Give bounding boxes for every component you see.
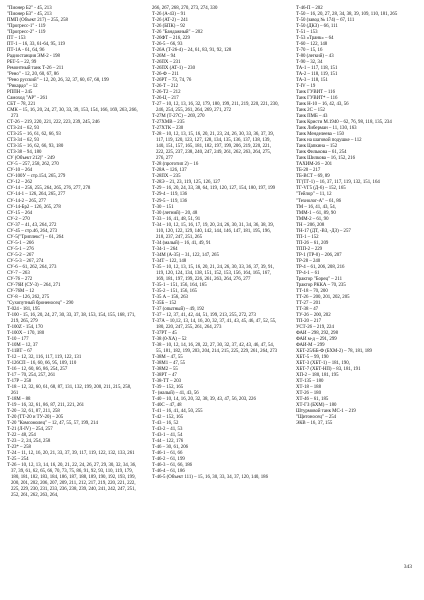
index-entry: Т-34 (малый) – 16, 41, 49, 91 bbox=[152, 240, 211, 246]
index-entry: Танк на шаговой подушке – 112 bbox=[296, 138, 362, 144]
index-entry: Т-26-Т – 212 bbox=[152, 84, 179, 90]
index-entry: Т-26РТ – 73, 74, 76 bbox=[152, 78, 192, 84]
index-entry: СУ-76И (СУ-3) – 264, 271 bbox=[7, 282, 61, 288]
index-column-3 bbox=[296, 6, 420, 427]
index-entry: ХТ-18 – 188 bbox=[296, 384, 322, 390]
index-entry: Т-26-5 – 66, 93 bbox=[152, 42, 183, 48]
index-entry: Танк Н-10 – 16, 42, 43, 56 bbox=[296, 102, 349, 108]
index-entry: Т-37 (опытный) – 49, 192 bbox=[152, 306, 205, 312]
index-entry: ТБ-ВСТ – 69, 89 bbox=[296, 174, 330, 180]
index-entry: РБТ-5 – 22, 99 bbox=[7, 60, 37, 66]
index-entry: Т-11ВТ – 67 bbox=[7, 348, 33, 354]
index-entry: СУ-76 – 272 bbox=[7, 276, 33, 282]
index-entry: "Рено русский" – 12, 20, 26, 32, 37, 60, 67, 68, 199 bbox=[7, 78, 109, 84]
index-entry: Т-29-4 – 119, 136 bbox=[152, 192, 188, 198]
index-entry: ТБ-20 – 217 bbox=[296, 168, 321, 174]
index-entry: Штурмовой танк МС-1 – 219 bbox=[296, 409, 356, 415]
index-entry: ХТ-46 – 61, 185 bbox=[296, 397, 329, 403]
index-entry: ТР-1 (ТР-0) – 206, 207 bbox=[296, 252, 342, 258]
index-entry: Т-38М2 – 55 bbox=[152, 366, 178, 372]
index-entry: ТН-17 (ДТ, -ВЗ, -ДЗ) – 257 bbox=[296, 228, 351, 234]
index-entry: Т-100Х – 170, 180 bbox=[7, 330, 45, 336]
index-entry: УСТ-26 – 219, 224 bbox=[296, 324, 334, 330]
index-entry: Т-20 "Комсомолец" – 12, 47, 55, 57, 199, 214 bbox=[7, 421, 98, 427]
index-entry: ТА-3 – 118, 151 bbox=[296, 78, 328, 84]
index-entry: "Прогресс-2" - 119 bbox=[7, 30, 46, 36]
index-entry: "Сухопутный броненосец" - 290 bbox=[7, 300, 74, 306]
index-entry: ТП-1 – 152 bbox=[296, 234, 319, 240]
index-entry: ТА-2 – 118, 119, 151 bbox=[296, 72, 338, 78]
index-entry: Т-38М1 – 47, 55 bbox=[152, 360, 186, 366]
index-entry: Т-17 – 70, 254, 257, 261 bbox=[7, 372, 56, 378]
index-entry: Т-28 (прототип 2) – 16 bbox=[152, 162, 199, 168]
index-entry: ТММ-1 – 61, 89, 90 bbox=[296, 210, 336, 216]
index-entry: ТГ(ТГ-1) – 16, 37, 117, 119, 132, 151, 164 bbox=[296, 180, 380, 186]
index-entry: Т-53 «Транк» – 64 bbox=[296, 36, 334, 42]
index-entry: ХБТ-5 – 99, 190 bbox=[296, 354, 329, 360]
index-entry: Т-42 – 152, 165 bbox=[152, 415, 184, 421]
index-entry: Танк Кристи М.1940 – 62, 76, 98, 118, 135, 234 bbox=[296, 120, 392, 126]
index-entry: Танк Филькова – 61, 254 bbox=[296, 150, 347, 156]
index-entry: СУ-14 – 256, 255, 264, 265, 276, 277, 278 bbox=[7, 186, 91, 192]
index-entry: Т-17Р – 258 bbox=[7, 378, 32, 384]
index-entry: Т-100Z - 154, 170 bbox=[7, 324, 43, 330]
index-entry: СУ-8 – 126, 262, 275 bbox=[7, 294, 50, 300]
index-entry: Т-90 – 32, 34 bbox=[296, 60, 323, 66]
index-entry: Танк Либерман – 11, 130, 163 bbox=[296, 126, 357, 132]
index-entry: Т-18 – 12, 32, 60, 61, 68, 87, 131, 132, 199, 200, 211, 215, 258, 261 bbox=[7, 384, 133, 396]
index-entry: Т-21 (Л-IV) – 254, 257 bbox=[7, 427, 53, 433]
index-entry: Т-37 – 12, 37, 41, 42, 44, 51, 199, 213, 255, 272, 273 bbox=[152, 312, 256, 318]
index-entry: ПТ-1 – 16, 33, 61-64, 95, 119 bbox=[7, 42, 65, 48]
index-entry: Радиостанция ЭМ-2 - 198 bbox=[7, 54, 60, 60]
index-entry: ХБТ-7 (ХБТ-НП) – 83, 181, 191 bbox=[296, 366, 361, 372]
index-entry: Т-IV – 19 bbox=[296, 84, 316, 90]
index-entry: ТР-4 – 61, 206, 208, 216 bbox=[296, 264, 345, 270]
index-entry: СУ-5-2 – 267 bbox=[7, 252, 34, 258]
index-entry: ХБТ-3 (ХБТ-1) – 181, 190, bbox=[296, 360, 350, 366]
index-entry: ТАХИМ-26 – 201 bbox=[296, 162, 333, 168]
index-entry: Танк Цапкина – 152 bbox=[296, 144, 338, 150]
index-entry: ТМ – 16, 41, 43, 54, bbox=[296, 204, 336, 210]
index-entry: СТЗ-38 – 94, 180 bbox=[7, 150, 42, 156]
index-entry: Т-50 (ДКЗ) – 66, 111 bbox=[296, 24, 338, 30]
index-entry: Т-29 – 16, 20, 24, 33, 38, 64, 119, 120, 127, 154, 180, 197, 199 bbox=[152, 186, 276, 192]
index-entry: ТММ-2 – 61, 90 bbox=[296, 216, 329, 222]
index-entry: Т-43 – 16, 52 bbox=[152, 421, 179, 427]
index-entry: Т-38М – 47, 55 bbox=[152, 354, 183, 360]
index-entry: ФАИ-М – 299 bbox=[296, 342, 325, 348]
index-entry: СТЗ-35 – 16, 62, 66, 93, 180 bbox=[7, 144, 64, 150]
index-entry: СБТ – 78, 221 bbox=[7, 102, 36, 108]
index-entry: Т-38-ТТ – 203 bbox=[152, 378, 182, 384]
index-entry: Танк ПМБ – 43 bbox=[296, 114, 328, 120]
index-entry: ТТ-18 – 70, 200 bbox=[296, 288, 328, 294]
index-entry: ТН – 206, 208 bbox=[296, 222, 325, 228]
index-entry: Т-26-Т2 – 212 bbox=[152, 90, 181, 96]
index-entry: СУ-5-1 – 266 bbox=[7, 240, 34, 246]
index-entry: Танк Менделеева – 150 bbox=[296, 132, 344, 138]
index-entry: Танк Шилкова – 16, 152, 216 bbox=[296, 156, 356, 162]
index-entry: Т-27 – 10, 12, 13, 16, 32, 179, 180, 199, 211, 219, 220, 221, 230, 246, 254, 255, 261, 264, 269, 271, 272 bbox=[152, 102, 280, 114]
index-entry: СУ-14-2 – 265, 277 bbox=[7, 198, 46, 204]
index-entry: Т-46-П – 202 bbox=[296, 6, 323, 11]
index-entry: Т-34-1 – 264 bbox=[152, 246, 178, 252]
index-entry: ПМП (Объект 217) – 255, 258 bbox=[7, 18, 68, 24]
index-entry: ХТ-26 – 180 bbox=[296, 391, 322, 396]
index-entry: СУ-14-1 – 126, 264, 265, 277 bbox=[7, 192, 66, 198]
index-entry: Т-27М (Т-27С) – 269, 270 bbox=[152, 114, 205, 120]
index-entry: Т-126СП – 16, 60, 66, 95, 109, 110 bbox=[7, 360, 77, 366]
index-entry: Т-60 – 122, 148 bbox=[296, 42, 328, 48]
index-entry: Т-46-3 – 61, 66, 186 bbox=[152, 463, 193, 469]
index-entry: ТУ-26 – 200, 202 bbox=[296, 312, 331, 318]
index-entry: Т-46 – 30, 61, 206 bbox=[152, 445, 189, 451]
index-entry: Т-30 (летний) – 20, 48 bbox=[152, 210, 198, 216]
index-entry: ТП-20 – 217 bbox=[296, 318, 322, 324]
index-entry: "Прогресс-1" - 119 bbox=[7, 24, 46, 30]
index-entry: СУ-5-1 – 276 bbox=[7, 246, 34, 252]
index-entry: ТПП-2 – 229 bbox=[296, 246, 323, 252]
index-entry: ПТ-1А - 61, 64, 96 bbox=[7, 48, 45, 54]
index-entry: Ремонтный танк Т-26 – 211 bbox=[7, 66, 64, 72]
index-entry: СУ-5 – 257, 258, 262, 270 bbox=[7, 162, 59, 168]
index-entry: Т-70 – 15, 16 bbox=[296, 48, 323, 54]
index-entry: Т-46-2 – 61, 199 bbox=[152, 457, 185, 463]
index-entry: "Пионер Б3" - 45, 213 bbox=[7, 12, 52, 18]
index-entry: Т-20 – 32, 61, 87, 211, 258 bbox=[7, 409, 60, 415]
index-entry: Т-43-1 – 41, 54 bbox=[152, 433, 183, 439]
index-entry: ЭКВ – 16, 37, 155 bbox=[296, 421, 333, 427]
index-entry: СУ-2 – 270 bbox=[7, 216, 30, 222]
index-entry: Самоход "АР" - 261 bbox=[7, 96, 48, 102]
index-entry: Т-34М (А-35) – 31, 122, 147, 265 bbox=[152, 252, 219, 258]
index-entry: Танк ГУВИТ* – 116 bbox=[296, 96, 338, 102]
index-entry: Т-26ФТ – 216, 229 bbox=[152, 36, 190, 42]
index-entry: ТП-26 – 61, 209 bbox=[296, 240, 329, 246]
index-entry: СУ-5-3 – 267, 274 bbox=[7, 258, 44, 264]
index-entry: ХБТ-25/ББ-Ф (БХМ-2) – 78, 181, 189 bbox=[296, 348, 372, 354]
index-entry: "Рено" - 12, 20, 60, 67, 86 bbox=[7, 72, 59, 78]
index-entry: "Рикардо" – 12 bbox=[7, 84, 38, 90]
index-entry: Т-28ПХ – 235 bbox=[152, 174, 181, 180]
index-entry: Т-26-Ц – 217 bbox=[152, 96, 179, 102]
index-entry: Т-37А – 10,12, 13, 14, 16, 20, 32, 37, 41, 43, 45, 46, 47, 52, 55, 180, 220, 247, 255, 261, 264, 273 bbox=[152, 318, 278, 330]
index-entry: Танк ГУВИТ – 116 bbox=[296, 90, 335, 96]
index-entry: Т-26 (А-43) – 91 bbox=[152, 12, 186, 18]
index-entry: СУ-14-Бр2 – 126, 265, 278 bbox=[7, 204, 61, 210]
page-number: 343 bbox=[403, 564, 412, 570]
index-entry: Т-30 – 151 bbox=[152, 204, 174, 210]
index-entry: Т-26ПХ – 231 bbox=[152, 60, 181, 66]
index-entry: Т-20 (ТТ-20 и ТУ-20) – 205 bbox=[7, 415, 64, 421]
index-entry: Т-50 (завод № 174) – 67, 111 bbox=[296, 18, 355, 24]
index-entry: Т-28Э – 21, 23, 119, 125, 126, 127 bbox=[152, 180, 221, 186]
index-entry: Т-23 – 2, 24, 254, 258 bbox=[7, 439, 51, 445]
index-entry: Т-38 (0-ХА) – 52 bbox=[152, 336, 187, 342]
index-entry: "Щитоносец" – 254 bbox=[296, 415, 337, 421]
index-entry: Т-35-2 – 151, 156, 165 bbox=[152, 288, 197, 294]
index-entry: ТТ-26 – 200, 201, 202, 205 bbox=[296, 294, 350, 300]
index-entry: Т-40С – 47, 48 bbox=[152, 403, 182, 409]
index-entry: СУ-15 – 264 bbox=[7, 210, 33, 216]
index-entry: Т-19 – 16, 32, 61, 86, 87, 211, 221, 261 bbox=[7, 403, 85, 409]
index-entry: ТТ-38 – 47 bbox=[296, 306, 319, 312]
index-entry: СУ-100У – стр.154, 265, 279 bbox=[7, 174, 66, 180]
index-entry: Т-26ПХ (АТ-1) – 230 bbox=[152, 66, 196, 72]
index-entry: Т-26-Ф – 211 bbox=[152, 72, 179, 78]
index-entry: Танк 2С – 152 bbox=[296, 108, 325, 114]
index-entry: Т-28А – 126, 137 bbox=[152, 168, 187, 174]
index-entry: Т-25 – 254 bbox=[7, 457, 29, 463]
index-entry: ХТ-ГЗ (БХМ) – 180 bbox=[296, 403, 337, 409]
index-entry: ТР-4-1 – 61 bbox=[296, 270, 320, 276]
index-entry: Т-29-5 – 119, 136 bbox=[152, 198, 188, 204]
index-entry: СТ-26 – 219, 220, 221, 222, 223, 239, 245, 246 bbox=[7, 120, 100, 126]
index-entry: СУ-76М – 12 bbox=[7, 288, 35, 294]
index-entry: Трактор "Борец" – 211 bbox=[296, 276, 342, 282]
index-entry: Т-46-1 – 61, 66 bbox=[152, 451, 183, 457]
index-entry: "Технолог-А" – 61, 86 bbox=[296, 198, 342, 204]
index-entry: ТГ-VГ5 (Д-6) – 152, 165 bbox=[296, 186, 346, 192]
index-entry: Т-10 – 177 bbox=[7, 336, 29, 342]
index-entry: Т-46-4 – 61, 186 bbox=[152, 469, 185, 475]
index-entry: Т-26 (АТ-2) – 241 bbox=[152, 18, 189, 24]
index-entry: Т-34Т – 122, 148 bbox=[152, 258, 187, 264]
index-entry: Т-41 – 16, 41, 44, 50, 255 bbox=[152, 409, 203, 415]
index-entry: Т-35 – 10, 12, 13, 15, 16, 20, 21, 24, 26, 30, 33, 36, 37, 39, 91, 119, 120, 124, 134, 138, 151, 152, 153, 156, 164, 165, 167, 169, 181, 197, 199, 226, 261, 263, 264, 276, 277 bbox=[152, 264, 276, 282]
index-entry: Т-10М – 12, 37 bbox=[7, 342, 38, 348]
index-entry: Трактор РККА – 70, 235 bbox=[296, 282, 346, 288]
index-entry: Т-27ХМВ – 235 bbox=[152, 120, 185, 126]
index-entry: "Пионер Б2" - 45, 213 bbox=[7, 6, 52, 11]
index-entry: Т-35Б – 152 bbox=[152, 300, 177, 306]
index-entry: СТЗ-34 – 62, 93 bbox=[7, 138, 40, 144]
index-entry: Т-024 - 181, 195 bbox=[7, 306, 40, 312]
index-entry: Т-35-1 – 151, 156, 164, 165 bbox=[152, 282, 207, 288]
index-entry: Т- (малый) – 41, 43, 56 bbox=[152, 391, 199, 396]
index-entry: Т-12 – 12, 32, 116, 117, 119, 122, 131 bbox=[7, 354, 82, 360]
index-entry: Т-43-2 – 41, 53 bbox=[152, 427, 183, 433]
index-entry: Т-34 – 10, 12, 15, 16, 17, 19, 20, 24, 26, 30, 31, 34, 36, 38, 39, 110, 120, 122, 129, 140, 142, 144, 146, 147, 181, 195, 196, 218, 237, 247, 251, 265 bbox=[152, 222, 276, 240]
index-entry: ТТ-27 – 201 bbox=[296, 300, 321, 306]
index-entry: ТА-1 – 117, 118, 151 bbox=[296, 66, 338, 72]
index-entry: Т-26 "Бандажный" – 202 bbox=[152, 30, 203, 36]
index-entry: ТР-28 – 240 bbox=[296, 258, 321, 264]
index-entry: СУ-6 – 61, 262, 264, 273 bbox=[7, 264, 57, 270]
index-entry: ХТ-135 – 180 bbox=[296, 378, 324, 384]
index-entry: Т-80 (легкий) – 43 bbox=[296, 54, 334, 60]
index-entry: СУ (Объект 212)" - 249 bbox=[7, 156, 55, 162]
index-entry: Т-39 – 152, 165 bbox=[152, 384, 184, 390]
index-entry: СМК – 15, 16, 20, 24, 27, 30, 33, 39, 153, 154, 166, 169, 263, 266, 273 bbox=[7, 108, 139, 120]
index-entry: СТЗ-25 – 16, 61, 62, 66, 93 bbox=[7, 132, 61, 138]
index-entry: ХП-2 – 180, 181, 195 bbox=[296, 372, 339, 378]
index-entry: ПТ – 153 bbox=[7, 36, 26, 42]
index-entry: Т-22 – 48, 254 bbox=[7, 433, 36, 439]
index-entry: Т-46-5 (Объект 111) – 15, 16, 30, 33, 34, 37, 120, 140, 186 bbox=[152, 475, 268, 481]
index-entry: Т-100 - 15, 16, 20, 24, 27, 30, 33, 37, 38, 153, 154, 155, 168, 171, 219, 265, 279 bbox=[7, 312, 137, 324]
index-entry: СУ-37 – 41, 43, 264, 272 bbox=[7, 222, 57, 228]
index-column-2 bbox=[152, 6, 280, 481]
index-entry: Т-16 – 12, 60, 66, 86, 254, 257 bbox=[7, 366, 68, 372]
index-entry: РППН – 245 bbox=[7, 90, 33, 96]
index-entry: ФАИ – 298, 292, 298 bbox=[296, 330, 339, 336]
index-entry: Т-24 – 11, 12, 16, 20, 21, 33, 37, 39, 117, 119, 122, 132, 133, 261 bbox=[7, 451, 135, 457]
index-entry: Т-40 – 10, 14, 16, 20, 32, 38, 39, 43, 47, 56, 203, 226 bbox=[152, 397, 256, 403]
index-entry: Т-33 – 16, 41, 48, 51, 91 bbox=[152, 216, 201, 222]
index-entry: Т-38РТ – 47 bbox=[152, 372, 177, 378]
index-entry: СТЗ-24 – 62, 93 bbox=[7, 126, 40, 132]
index-entry: Т-38 – 10, 12, 14, 16, 20, 22, 27, 30, 32, 37, 42, 43, 46, 47, 54, 55, 181, 182, 199, 203, 204, 214, 215, 225, 229, 261, 264, 273 bbox=[152, 342, 278, 354]
index-entry: Т-37РТ – 45 bbox=[152, 330, 177, 336]
index-entry: Т-18М – 88 bbox=[7, 397, 31, 403]
index-entry: СУ-5("Триплекс") – 61, 264 bbox=[7, 234, 64, 240]
index-entry: Т-26 (БПК) – 92 bbox=[152, 24, 186, 30]
index-entry: СУ-12 – 262 bbox=[7, 180, 33, 186]
index-entry: Т-23* – 258 bbox=[7, 445, 31, 451]
index-entry: СУ-45 – стр.46, 264, 273 bbox=[7, 228, 58, 234]
index-column-1 bbox=[7, 6, 139, 499]
index-entry: Т-27ХТК – 230 bbox=[152, 126, 184, 132]
index-entry: Т-51 – 153 bbox=[296, 30, 318, 36]
index-entry: Т-35 А – 156, 263 bbox=[152, 294, 188, 300]
index-entry: Т-50 – 16, 20, 27, 28, 34, 38, 39, 109, 110, 181, 265 bbox=[296, 12, 398, 18]
index-entry: "Тейлор" – 11, 12 bbox=[296, 192, 332, 198]
index-entry: Т-26М – 94 bbox=[152, 54, 176, 60]
index-entry: 266, 267, 268, 270, 273, 274, 330 bbox=[152, 6, 218, 11]
index-entry: Т-26 – 10, 12, 13, 14, 16, 20, 21, 22, 24, 26, 27, 29, 30, 32, 34, 36, 37, 39, 61, 62, 65, 66, 70, 73, 75, 86, 91, 92, 93, 110, 119, 179, 180, 181, 182, 183, 184, 186, 187, 188, 189, 190, 192, 193, 199, 200, 201, 202, 206, 207, 209, 211, 212, 217, 219, 220, 221, 222, 225, 229, 230, 231, 233, 236, 238, 239, 240, 241, 242, 247, 251, 252, 261, 262, 263, 264, bbox=[7, 463, 138, 499]
index-entry: ФАИ м-д – 291, 299 bbox=[296, 336, 337, 342]
index-entry: Т-28 – 10, 12, 13, 15, 16, 20, 21, 23, 24, 26, 30, 33, 36, 37, 39, 117, 119, 120, 123, 127, 128, 134, 135, 136, 137, 138, 139, 140, 151, 157, 165, 181, 182, 197, 199, 206, 219, 220, 221, 222, 225, 237, 238, 240, 247, 249, 261, 262, 263, 264, 275, 276, 277 bbox=[152, 132, 276, 162]
index-entry: СУ-7 – 263 bbox=[7, 270, 30, 276]
index-entry: Т-44 – 122, 176 bbox=[152, 439, 184, 445]
index-entry: Т-26А (Т-26-4) – 24, 61, 83, 91, 92, 128 bbox=[152, 48, 232, 54]
index-entry: СУ-10 – 264 bbox=[7, 168, 33, 174]
